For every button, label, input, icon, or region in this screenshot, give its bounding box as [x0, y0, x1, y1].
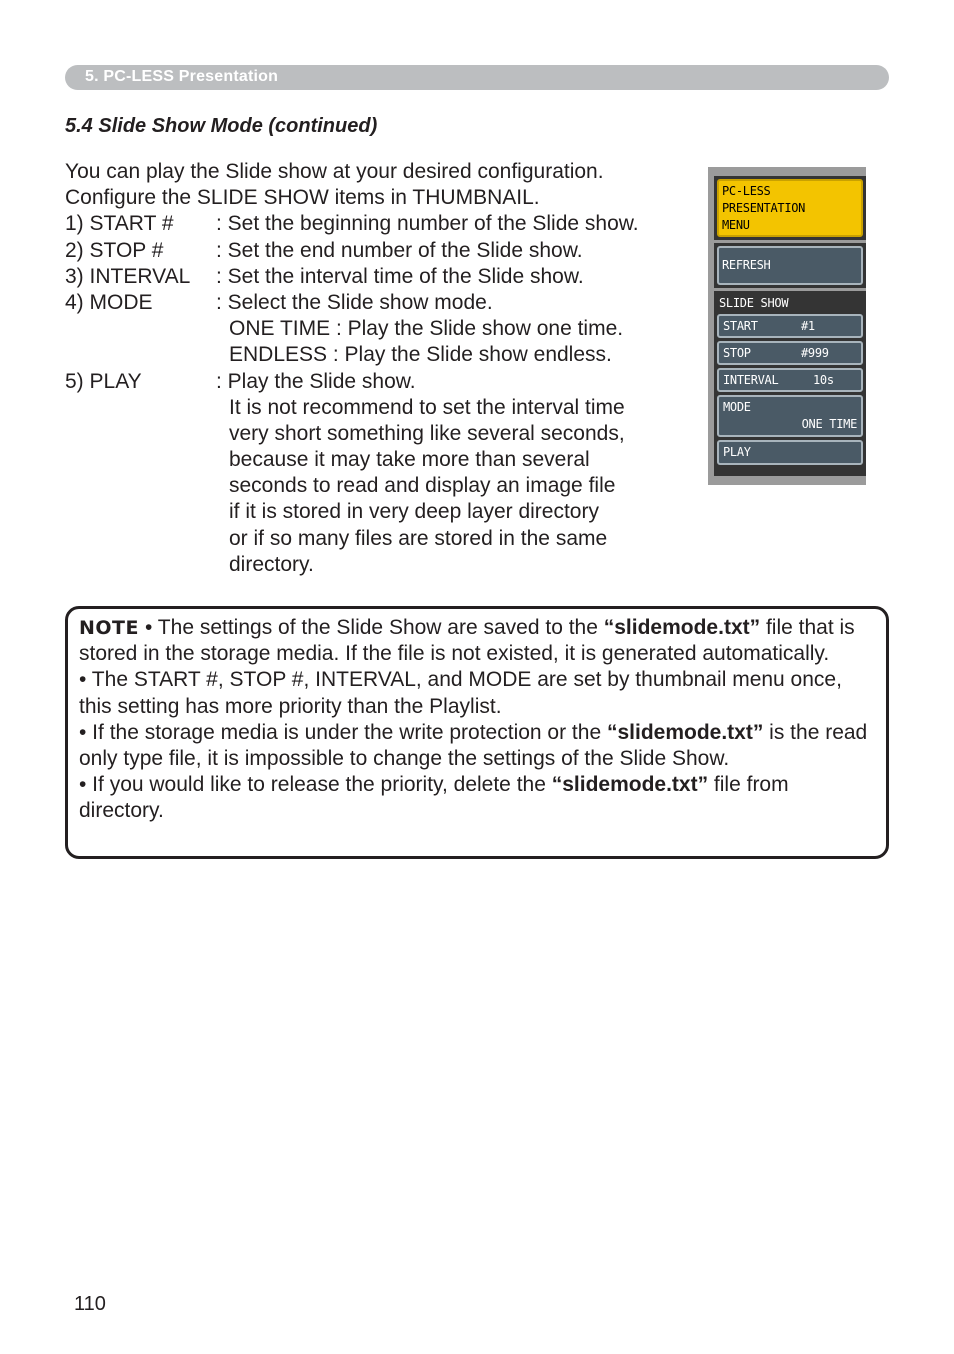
- slideshow-menu-group: [714, 291, 866, 476]
- item-label: 5) PLAY: [65, 369, 142, 393]
- item-mode: [65, 290, 705, 316]
- item-label: 3) INTERVAL: [65, 264, 191, 288]
- item-start: [65, 211, 705, 237]
- mode-button[interactable]: [717, 395, 863, 437]
- refresh-button[interactable]: [717, 246, 863, 285]
- item-desc: : Set the end number of the Slide show.: [216, 238, 583, 262]
- pcless-presentation-menu-button[interactable]: [717, 179, 863, 237]
- body-text: [65, 159, 705, 578]
- note-label: NOTE: [79, 617, 139, 639]
- menu-button-label: REFRESH: [722, 258, 771, 272]
- filename-emphasis: “slidemode.txt”: [551, 773, 709, 797]
- play-note-line: It is not recommend to set the interval time: [229, 395, 625, 419]
- start-button[interactable]: [717, 314, 863, 338]
- note-text: • If you would like to release the priority, delete the: [79, 773, 552, 797]
- note-paragraph-2: • The START #, STOP #, INTERVAL, and MODE are set by thumbnail menu once, this setting has more priority than the Playlist.: [79, 668, 842, 718]
- note-text: • The settings of the Slide Show are saved to the: [145, 616, 604, 639]
- item-stop: [65, 238, 705, 264]
- note-box: [65, 606, 889, 859]
- play-note-line: because it may take more than several: [229, 448, 590, 472]
- item-desc: : Set the interval time of the Slide show.: [216, 264, 584, 288]
- note-text: file that is stored in the storage media. If the file is not existed, it is generated automatically.: [79, 616, 855, 666]
- note-text: is the read only type file, it is impossible to change the settings of the Slide Show.: [79, 720, 868, 771]
- menu-button-label: PC-LESS: [722, 184, 771, 198]
- chapter-header-bar: [65, 65, 889, 90]
- play-note-line: very short something like several seconds,: [229, 421, 625, 445]
- mode-option: ENDLESS : Play the Slide show endless.: [229, 343, 612, 367]
- play-note-line: directory.: [229, 552, 314, 576]
- item-desc: : Play the Slide show.: [216, 369, 416, 393]
- filename-emphasis: “slidemode.txt”: [603, 616, 761, 639]
- start-value: #1: [801, 319, 815, 333]
- item-desc: : Set the beginning number of the Slide show.: [216, 212, 639, 236]
- filename-emphasis: “slidemode.txt”: [606, 720, 764, 744]
- stop-button[interactable]: [717, 341, 863, 365]
- menu-button-label: PRESENTATION: [722, 201, 806, 215]
- play-note-line: seconds to read and display an image file: [229, 474, 616, 498]
- interval-value: 10s: [813, 373, 834, 387]
- note-paragraph-1: [79, 615, 876, 667]
- section-title: 5.4 Slide Show Mode (continued): [65, 115, 378, 137]
- thumbnail-menu-screenshot: [708, 167, 866, 485]
- note-paragraph-3: [79, 720, 876, 772]
- play-button[interactable]: [717, 440, 863, 465]
- stop-label: STOP: [723, 346, 751, 360]
- item-label: 2) STOP #: [65, 238, 164, 262]
- item-play: [65, 369, 705, 395]
- item-label: 4) MODE: [65, 290, 153, 314]
- item-label: 1) START #: [65, 212, 174, 236]
- interval-button[interactable]: [717, 368, 863, 392]
- play-note-line: or if so many files are stored in the same: [229, 526, 608, 550]
- mode-label: MODE: [723, 400, 751, 414]
- pcless-menu-group: [714, 176, 866, 240]
- note-text: • If the storage media is under the write protection or the: [79, 720, 607, 744]
- chapter-title: 5. PC-LESS Presentation: [85, 68, 279, 85]
- refresh-menu-group: [714, 243, 866, 288]
- intro-line: Configure the SLIDE SHOW items in THUMBNAIL.: [65, 186, 540, 210]
- page-number: 110: [74, 1293, 106, 1315]
- intro-line: You can play the Slide show at your desired configuration.: [65, 160, 604, 183]
- mode-option: ONE TIME : Play the Slide show one time.: [229, 317, 624, 341]
- play-label: PLAY: [723, 445, 751, 459]
- mode-value: ONE TIME: [801, 417, 857, 431]
- slideshow-group-title: SLIDE SHOW: [719, 296, 789, 310]
- note-text: file from directory.: [79, 773, 789, 823]
- item-desc: : Select the Slide show mode.: [216, 290, 493, 314]
- menu-button-label: MENU: [722, 218, 750, 232]
- item-interval: [65, 264, 705, 290]
- play-note-line: if it is stored in very deep layer directory: [229, 500, 599, 524]
- start-label: START: [723, 319, 758, 333]
- stop-value: #999: [801, 346, 829, 360]
- note-paragraph-4: [79, 772, 876, 824]
- interval-label: INTERVAL: [723, 373, 779, 387]
